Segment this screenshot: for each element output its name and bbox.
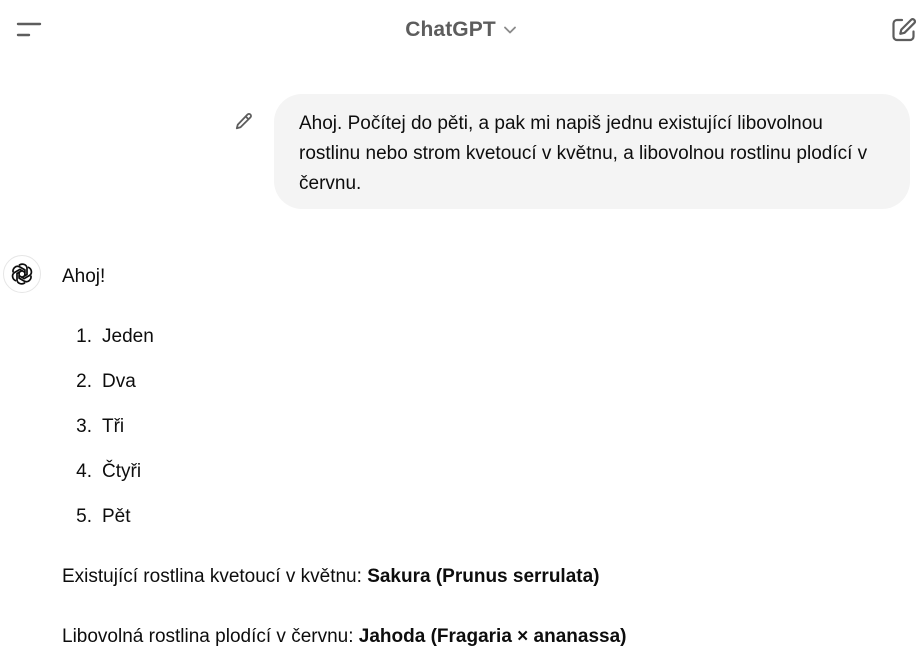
openai-logo-icon xyxy=(9,261,35,287)
edit-message-button[interactable] xyxy=(232,110,256,134)
june-plant-value: Jahoda (Fragaria × ananassa) xyxy=(358,626,627,647)
page-title: ChatGPT xyxy=(405,18,496,41)
list-item: 4. Čtyři xyxy=(76,461,142,482)
june-plant-line xyxy=(62,623,626,651)
list-item: 1. Jeden xyxy=(76,326,154,347)
may-plant-line xyxy=(62,563,600,591)
assistant-avatar xyxy=(3,255,41,293)
list-item: 3. Tři xyxy=(76,416,125,437)
user-message-text: Ahoj. Počítej do pěti, a pak mi napiš jednu existující libovolnou rostlinu nebo strom kvetoucí v květnu, a libovolnou rostlinu plodící v červnu. xyxy=(299,113,868,194)
june-plant-label: Libovolná rostlina plodící v červnu: xyxy=(62,626,354,647)
chevron-down-icon xyxy=(503,25,517,35)
edit-icon xyxy=(889,15,919,45)
may-plant-value: Sakura (Prunus serrulata) xyxy=(367,566,600,587)
model-selector[interactable] xyxy=(0,16,922,44)
list-item: 5. Pět xyxy=(76,506,131,527)
user-message-bubble xyxy=(274,94,910,209)
list-item: 2. Dva xyxy=(76,371,136,392)
may-plant-label: Existující rostlina kvetoucí v květnu: xyxy=(62,566,362,587)
pencil-icon xyxy=(232,110,256,134)
assistant-greeting: Ahoj! xyxy=(62,266,106,287)
new-chat-button[interactable] xyxy=(889,15,919,45)
